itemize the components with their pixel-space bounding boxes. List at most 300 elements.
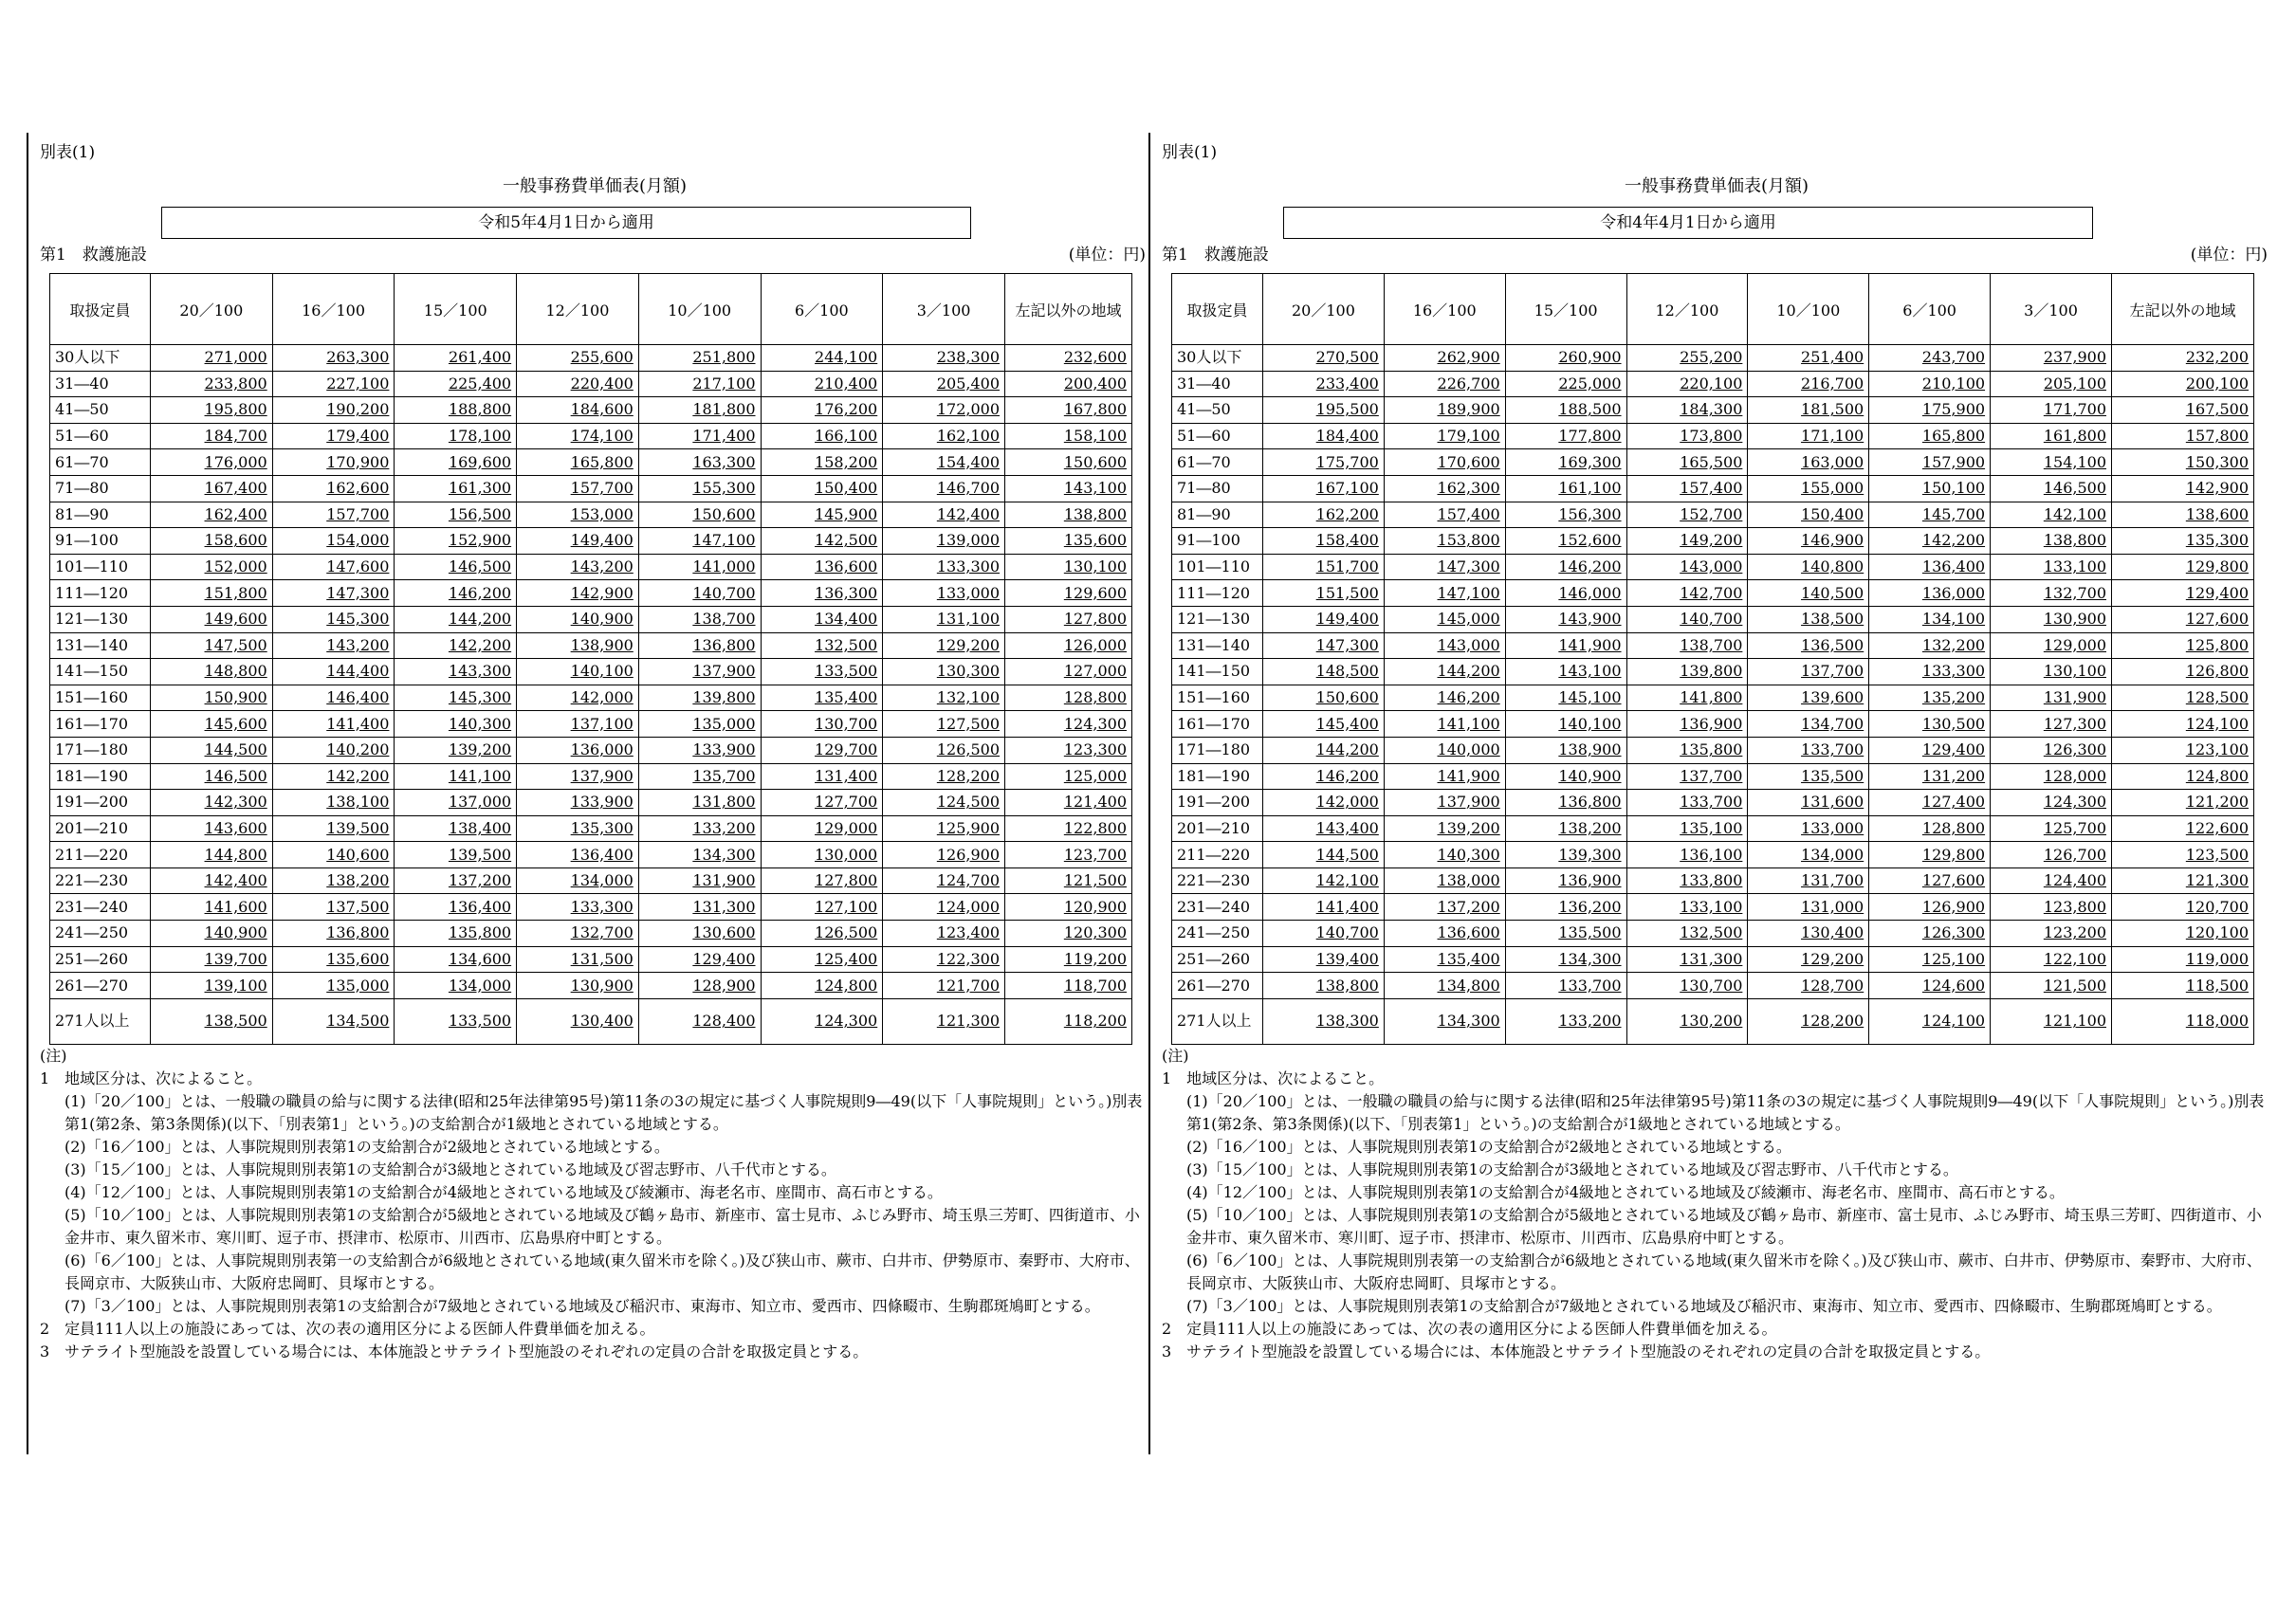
rate-cell: 130,100: [1005, 554, 1132, 580]
rate-cell: 142,900: [2112, 475, 2254, 502]
rate-cell: 124,300: [761, 998, 883, 1044]
table-row: [1172, 632, 2254, 659]
rate-cell: 142,300: [151, 790, 273, 816]
rate-cell: 140,700: [638, 580, 761, 607]
rate-cell: 157,400: [1626, 475, 1748, 502]
rate-cell: 128,800: [1869, 815, 1991, 842]
capacity-range: 211―220: [1172, 842, 1263, 868]
rate-cell: 129,200: [883, 632, 1005, 659]
rate-cell: 146,200: [395, 580, 517, 607]
rate-cell: 220,100: [1626, 371, 1748, 397]
rate-cell: 136,000: [1869, 580, 1991, 607]
capacity-range: 111―120: [1172, 580, 1263, 607]
rate-cell: 137,000: [395, 790, 517, 816]
column-header-region: 16／100: [1384, 274, 1505, 345]
rate-cell: 138,700: [638, 606, 761, 632]
table-row: [1172, 397, 2254, 424]
rate-cell: 131,100: [883, 606, 1005, 632]
capacity-range: 81―90: [1172, 502, 1263, 528]
table-body: [50, 345, 1132, 1045]
note-1-1: (1)「20／100」とは、一般職の職員の給与に関する法律(昭和25年法律第95号)第11条の3の規定に基づく人事院規則9―49(以下「人事院規則」という。)別表第1(第2条、第3条関係)(以下、「別表第1」という。)の支給割合が1級地とされている地域とする。: [64, 1092, 1143, 1133]
rate-cell: 170,900: [272, 449, 395, 476]
rate-cell: 138,300: [1263, 998, 1385, 1044]
rate-cell: 146,200: [1263, 763, 1385, 790]
capacity-range: 141―150: [1172, 659, 1263, 685]
rate-cell: 118,200: [1005, 998, 1132, 1044]
note-1-2: (2)「16／100」とは、人事院規則別表第1の支給割合が2級地とされている地域とする。: [1186, 1138, 1791, 1156]
rate-cell: 210,100: [1869, 371, 1991, 397]
rate-cell: 120,700: [2112, 894, 2254, 921]
rate-cell: 136,900: [1505, 867, 1626, 894]
rate-cell: 130,100: [1991, 659, 2112, 685]
capacity-range: 31―40: [1172, 371, 1263, 397]
rate-cell: 122,300: [883, 946, 1005, 973]
rate-cell: 140,300: [1384, 842, 1505, 868]
rate-cell: 151,700: [1263, 554, 1385, 580]
table-row: [50, 632, 1132, 659]
rate-cell: 171,700: [1991, 397, 2112, 424]
rate-cell: 225,400: [395, 371, 517, 397]
rate-cell: 125,000: [1005, 763, 1132, 790]
rate-cell: 140,100: [517, 659, 639, 685]
capacity-range: 171―180: [50, 737, 151, 763]
rate-cell: 140,100: [1505, 711, 1626, 738]
rate-cell: 154,400: [883, 449, 1005, 476]
rate-cell: 140,200: [272, 737, 395, 763]
rate-cell: 124,300: [1991, 790, 2112, 816]
rate-cell: 139,800: [1626, 659, 1748, 685]
rate-cell: 170,600: [1384, 449, 1505, 476]
rate-cell: 139,500: [395, 842, 517, 868]
column-header-region: 6／100: [761, 274, 883, 345]
rate-cell: 147,300: [272, 580, 395, 607]
rate-cell: 271,000: [151, 345, 273, 372]
rate-cell: 131,800: [638, 790, 761, 816]
rate-cell: 137,700: [1626, 763, 1748, 790]
rate-cell: 147,100: [1384, 580, 1505, 607]
rate-cell: 118,500: [2112, 973, 2254, 999]
rate-cell: 139,500: [272, 815, 395, 842]
rate-cell: 146,700: [883, 475, 1005, 502]
rate-cell: 120,900: [1005, 894, 1132, 921]
rate-cell: 141,900: [1505, 632, 1626, 659]
note-1: 1 地域区分は、次によること。: [40, 1069, 263, 1087]
rate-cell: 125,900: [883, 815, 1005, 842]
rate-cell: 158,600: [151, 528, 273, 555]
table-row: [50, 397, 1132, 424]
rate-cell: 129,000: [761, 815, 883, 842]
notes-heading: (注): [40, 1047, 67, 1065]
table-header-row: [50, 274, 1132, 345]
rate-cell: 134,600: [395, 946, 517, 973]
rate-cell: 131,200: [1869, 763, 1991, 790]
rate-cell: 188,800: [395, 397, 517, 424]
rate-cell: 217,100: [638, 371, 761, 397]
rate-cell: 133,800: [1626, 867, 1748, 894]
table-row: [50, 998, 1132, 1044]
rate-cell: 142,100: [1263, 867, 1385, 894]
table-row: [50, 842, 1132, 868]
table-row: [1172, 711, 2254, 738]
rate-cell: 157,700: [517, 475, 639, 502]
rate-cell: 200,100: [2112, 371, 2254, 397]
rate-cell: 130,300: [883, 659, 1005, 685]
rate-cell: 162,300: [1384, 475, 1505, 502]
rate-cell: 130,400: [1748, 921, 1869, 947]
rate-cell: 136,400: [395, 894, 517, 921]
table-row: [1172, 815, 2254, 842]
note-3: 3 サテライト型施設を設置している場合には、本体施設とサテライト型施設のそれぞれの定員の合計を取扱定員とする。: [40, 1342, 869, 1360]
rate-cell: 136,200: [1505, 894, 1626, 921]
rate-cell: 123,500: [2112, 842, 2254, 868]
rate-cell: 156,500: [395, 502, 517, 528]
rate-cell: 262,900: [1384, 345, 1505, 372]
rate-cell: 140,000: [1384, 737, 1505, 763]
rate-cell: 136,800: [638, 632, 761, 659]
rate-cell: 132,100: [883, 685, 1005, 711]
rate-cell: 120,300: [1005, 921, 1132, 947]
rate-cell: 205,400: [883, 371, 1005, 397]
rate-cell: 130,200: [1626, 998, 1748, 1044]
rate-cell: 135,300: [517, 815, 639, 842]
column-header-region: 15／100: [1505, 274, 1626, 345]
rate-cell: 138,400: [395, 815, 517, 842]
rate-cell: 145,000: [1384, 606, 1505, 632]
column-header-region: 20／100: [1263, 274, 1385, 345]
rate-cell: 128,500: [2112, 685, 2254, 711]
rate-cell: 155,300: [638, 475, 761, 502]
rate-cell: 143,400: [1263, 815, 1385, 842]
rate-cell: 152,000: [151, 554, 273, 580]
rate-cell: 131,300: [638, 894, 761, 921]
capacity-range: 131―140: [50, 632, 151, 659]
capacity-range: 221―230: [1172, 867, 1263, 894]
rate-cell: 143,200: [517, 554, 639, 580]
rate-cell: 157,700: [272, 502, 395, 528]
rate-cell: 138,800: [1263, 973, 1385, 999]
rate-cell: 151,500: [1263, 580, 1385, 607]
rate-cell: 195,800: [151, 397, 273, 424]
rate-cell: 177,800: [1505, 423, 1626, 449]
effective-date-box: 令和5年4月1日から適用: [161, 207, 971, 239]
rate-cell: 142,900: [517, 580, 639, 607]
capacity-range: 161―170: [50, 711, 151, 738]
rate-cell: 169,300: [1505, 449, 1626, 476]
rate-cell: 143,100: [1505, 659, 1626, 685]
rate-cell: 139,800: [638, 685, 761, 711]
rate-cell: 156,300: [1505, 502, 1626, 528]
rate-cell: 238,300: [883, 345, 1005, 372]
rate-cell: 143,300: [395, 659, 517, 685]
rate-cell: 126,000: [1005, 632, 1132, 659]
rate-cell: 162,600: [272, 475, 395, 502]
rate-cell: 118,700: [1005, 973, 1132, 999]
table-row: [1172, 894, 2254, 921]
capacity-range: 161―170: [1172, 711, 1263, 738]
rate-cell: 146,500: [395, 554, 517, 580]
rate-cell: 129,400: [1869, 737, 1991, 763]
table-row: [1172, 763, 2254, 790]
rate-cell: 133,100: [1991, 554, 2112, 580]
rate-cell: 123,400: [883, 921, 1005, 947]
rate-cell: 142,000: [1263, 790, 1385, 816]
rate-cell: 135,400: [1384, 946, 1505, 973]
rate-cell: 130,400: [517, 998, 639, 1044]
capacity-range: 191―200: [1172, 790, 1263, 816]
table-row: [50, 711, 1132, 738]
capacity-range: 81―90: [50, 502, 151, 528]
rate-cell: 135,000: [272, 973, 395, 999]
rate-cell: 140,900: [151, 921, 273, 947]
rate-cell: 147,300: [1263, 632, 1385, 659]
rate-cell: 251,800: [638, 345, 761, 372]
rate-cell: 130,700: [1626, 973, 1748, 999]
rate-cell: 166,100: [761, 423, 883, 449]
rate-cell: 158,400: [1263, 528, 1385, 555]
rate-cell: 135,500: [1748, 763, 1869, 790]
rate-cell: 138,500: [1748, 606, 1869, 632]
rate-cell: 135,100: [1626, 815, 1748, 842]
rate-cell: 124,700: [883, 867, 1005, 894]
capacity-range: 41―50: [50, 397, 151, 424]
rate-cell: 135,800: [395, 921, 517, 947]
rate-cell: 139,600: [1748, 685, 1869, 711]
table-row: [1172, 423, 2254, 449]
capacity-range: 271人以上: [50, 998, 151, 1044]
rate-cell: 131,000: [1748, 894, 1869, 921]
rate-cell: 143,600: [151, 815, 273, 842]
rate-cell: 150,900: [151, 685, 273, 711]
rate-cell: 184,600: [517, 397, 639, 424]
rate-cell: 144,200: [395, 606, 517, 632]
rate-cell: 152,600: [1505, 528, 1626, 555]
rate-cell: 136,800: [272, 921, 395, 947]
rate-cell: 121,500: [1991, 973, 2112, 999]
note-1-3: (3)「15／100」とは、人事院規則別表第1の支給割合が3級地とされている地域及び習志野市、八千代市とする。: [1186, 1160, 1958, 1178]
rate-cell: 128,400: [638, 998, 761, 1044]
rate-cell: 131,700: [1748, 867, 1869, 894]
rate-cell: 152,700: [1626, 502, 1748, 528]
rate-cell: 136,900: [1626, 711, 1748, 738]
rate-cell: 144,400: [272, 659, 395, 685]
rate-cell: 133,500: [395, 998, 517, 1044]
document-title: 一般事務費単価表(月額): [1624, 176, 1809, 196]
rate-cell: 124,500: [883, 790, 1005, 816]
rate-cell: 146,200: [1384, 685, 1505, 711]
table-row: [50, 423, 1132, 449]
capacity-range: 191―200: [50, 790, 151, 816]
column-header-region: 6／100: [1869, 274, 1991, 345]
section-heading: 第1 救護施設: [1162, 246, 1269, 265]
rate-cell: 132,200: [1869, 632, 1991, 659]
rate-cell: 139,200: [395, 737, 517, 763]
rate-cell: 145,400: [1263, 711, 1385, 738]
capacity-range: 31―40: [50, 371, 151, 397]
table-row: [1172, 580, 2254, 607]
capacity-range: 91―100: [1172, 528, 1263, 555]
note-1-4: (4)「12／100」とは、人事院規則別表第1の支給割合が4級地とされている地域及び綾瀬市、海老名市、座間市、高石市とする。: [1186, 1183, 2065, 1201]
rate-cell: 134,300: [1384, 998, 1505, 1044]
rate-cell: 147,300: [1384, 554, 1505, 580]
rate-cell: 124,800: [761, 973, 883, 999]
rate-cell: 124,400: [1991, 867, 2112, 894]
rate-cell: 134,700: [1748, 711, 1869, 738]
rate-cell: 127,000: [1005, 659, 1132, 685]
rate-cell: 121,700: [883, 973, 1005, 999]
rate-cell: 129,200: [1748, 946, 1869, 973]
rate-cell: 210,400: [761, 371, 883, 397]
rate-cell: 130,600: [638, 921, 761, 947]
rate-cell: 153,000: [517, 502, 639, 528]
rate-cell: 126,300: [1991, 737, 2112, 763]
rate-cell: 131,600: [1748, 790, 1869, 816]
rate-cell: 140,300: [395, 711, 517, 738]
capacity-range: 251―260: [1172, 946, 1263, 973]
rate-cell: 134,000: [395, 973, 517, 999]
table-row: [1172, 371, 2254, 397]
rate-cell: 137,700: [1748, 659, 1869, 685]
rate-cell: 133,700: [1626, 790, 1748, 816]
rate-cell: 121,400: [1005, 790, 1132, 816]
rate-cell: 167,400: [151, 475, 273, 502]
rate-cell: 179,100: [1384, 423, 1505, 449]
rate-cell: 124,800: [2112, 763, 2254, 790]
rate-cell: 133,100: [1626, 894, 1748, 921]
rate-cell: 135,400: [761, 685, 883, 711]
rate-cell: 135,600: [1005, 528, 1132, 555]
rate-cell: 232,200: [2112, 345, 2254, 372]
table-row: [1172, 867, 2254, 894]
table-row: [1172, 528, 2254, 555]
rate-cell: 142,700: [1626, 580, 1748, 607]
rate-cell: 163,300: [638, 449, 761, 476]
capacity-range: 101―110: [1172, 554, 1263, 580]
capacity-range: 211―220: [50, 842, 151, 868]
rate-cell: 195,500: [1263, 397, 1385, 424]
rate-cell: 189,900: [1384, 397, 1505, 424]
table-row: [1172, 449, 2254, 476]
rate-cell: 161,100: [1505, 475, 1626, 502]
table-row: [50, 737, 1132, 763]
column-header-region: 12／100: [1626, 274, 1748, 345]
rate-cell: 150,400: [761, 475, 883, 502]
rate-cell: 150,600: [1005, 449, 1132, 476]
rate-cell: 126,300: [1869, 921, 1991, 947]
table-row: [50, 580, 1132, 607]
rate-cell: 129,800: [2112, 554, 2254, 580]
rate-cell: 162,200: [1263, 502, 1385, 528]
rate-cell: 143,000: [1626, 554, 1748, 580]
column-header-capacity: 取扱定員: [50, 274, 151, 345]
rate-cell: 149,400: [1263, 606, 1385, 632]
capacity-range: 251―260: [50, 946, 151, 973]
capacity-range: 121―130: [50, 606, 151, 632]
capacity-range: 151―160: [1172, 685, 1263, 711]
rate-cell: 124,100: [2112, 711, 2254, 738]
panel-new: [27, 133, 1149, 1454]
rate-cell: 129,800: [1869, 842, 1991, 868]
rate-cell: 128,000: [1991, 763, 2112, 790]
unit-label: (単位：円): [2190, 246, 2268, 265]
rate-cell: 121,100: [1991, 998, 2112, 1044]
rate-cell: 150,600: [1263, 685, 1385, 711]
rate-cell: 147,600: [272, 554, 395, 580]
table-row: [50, 345, 1132, 372]
capacity-range: 51―60: [50, 423, 151, 449]
rate-cell: 142,000: [517, 685, 639, 711]
table-row: [50, 867, 1132, 894]
table-row: [50, 685, 1132, 711]
table-row: [1172, 606, 2254, 632]
rate-cell: 135,500: [1505, 921, 1626, 947]
rate-cell: 138,900: [517, 632, 639, 659]
rate-cell: 149,400: [517, 528, 639, 555]
rate-cell: 225,000: [1505, 371, 1626, 397]
capacity-range: 51―60: [1172, 423, 1263, 449]
rate-cell: 133,000: [883, 580, 1005, 607]
rate-cell: 128,900: [638, 973, 761, 999]
capacity-range: 271人以上: [1172, 998, 1263, 1044]
capacity-range: 41―50: [1172, 397, 1263, 424]
rate-cell: 122,800: [1005, 815, 1132, 842]
column-header-capacity: 取扱定員: [1172, 274, 1263, 345]
table-row: [50, 946, 1132, 973]
rate-cell: 176,000: [151, 449, 273, 476]
column-header-region: 3／100: [883, 274, 1005, 345]
rate-cell: 131,500: [517, 946, 639, 973]
rate-cell: 167,100: [1263, 475, 1385, 502]
rate-cell: 140,500: [1748, 580, 1869, 607]
effective-date-box: 令和4年4月1日から適用: [1283, 207, 2093, 239]
column-header-region: 16／100: [272, 274, 395, 345]
rate-cell: 190,200: [272, 397, 395, 424]
rate-cell: 129,600: [1005, 580, 1132, 607]
rate-cell: 152,900: [395, 528, 517, 555]
rate-cell: 132,500: [761, 632, 883, 659]
capacity-range: 241―250: [50, 921, 151, 947]
note-2: 2 定員111人以上の施設にあっては、次の表の適用区分による医師人件費単価を加える。: [1162, 1320, 1777, 1338]
rate-cell: 141,400: [1263, 894, 1385, 921]
rate-cell: 146,200: [1505, 554, 1626, 580]
rate-cell: 125,700: [1991, 815, 2112, 842]
rate-cell: 123,800: [1991, 894, 2112, 921]
rate-cell: 175,700: [1263, 449, 1385, 476]
rate-cell: 162,100: [883, 423, 1005, 449]
rate-cell: 143,200: [272, 632, 395, 659]
rate-cell: 169,600: [395, 449, 517, 476]
capacity-range: 61―70: [1172, 449, 1263, 476]
rate-cell: 167,500: [2112, 397, 2254, 424]
table-row: [50, 554, 1132, 580]
rate-cell: 120,100: [2112, 921, 2254, 947]
rate-cell: 142,200: [395, 632, 517, 659]
rate-cell: 141,600: [151, 894, 273, 921]
capacity-range: 201―210: [50, 815, 151, 842]
rate-cell: 146,000: [1505, 580, 1626, 607]
rate-cell: 121,200: [2112, 790, 2254, 816]
capacity-range: 61―70: [50, 449, 151, 476]
table-row: [50, 815, 1132, 842]
rate-cell: 141,900: [1384, 763, 1505, 790]
rate-cell: 216,700: [1748, 371, 1869, 397]
table-row: [50, 659, 1132, 685]
rate-cell: 140,800: [1748, 554, 1869, 580]
note-1-4: (4)「12／100」とは、人事院規則別表第1の支給割合が4級地とされている地域及び綾瀬市、海老名市、座間市、高石市とする。: [64, 1183, 943, 1201]
rate-cell: 133,700: [1505, 973, 1626, 999]
rate-cell: 145,300: [395, 685, 517, 711]
rate-cell: 145,100: [1505, 685, 1626, 711]
rate-cell: 124,000: [883, 894, 1005, 921]
